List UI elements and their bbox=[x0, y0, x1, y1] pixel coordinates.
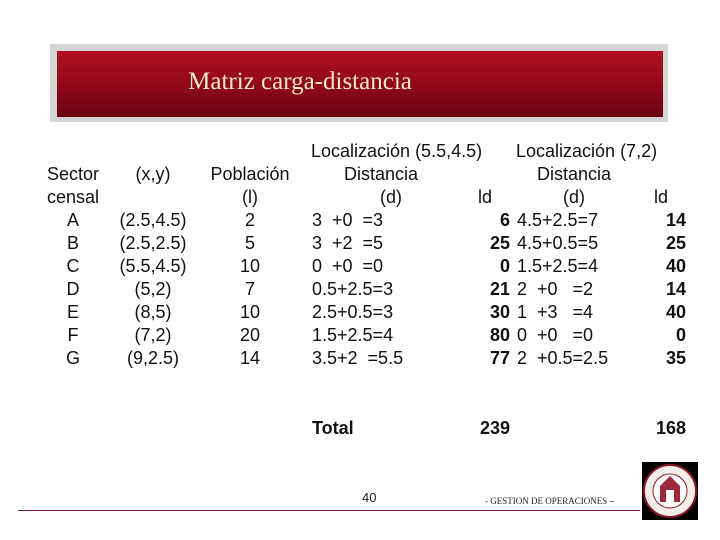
header-loc1: Localización (5.5,4.5) bbox=[311, 141, 483, 161]
cell-ld1: 0 bbox=[499, 256, 510, 276]
cell-distance2: 2 +0 =2 bbox=[517, 279, 594, 299]
cell-ld2: 14 bbox=[665, 279, 686, 299]
header-censal: censal bbox=[46, 187, 100, 207]
cell-xy: (7,2) bbox=[134, 325, 172, 345]
cell-distance2: 4.5+2.5=7 bbox=[517, 210, 599, 230]
cell-ld2: 14 bbox=[665, 210, 686, 230]
page-number: 40 bbox=[362, 490, 377, 505]
cell-poblacion: 10 bbox=[239, 256, 261, 276]
cell-ld2: 40 bbox=[665, 302, 686, 322]
cell-ld1: 30 bbox=[489, 302, 510, 322]
footer-divider bbox=[18, 510, 640, 511]
cell-sector: A bbox=[66, 210, 80, 230]
cell-poblacion: 20 bbox=[239, 325, 261, 345]
cell-distance1: 2.5+0.5=3 bbox=[312, 302, 394, 322]
university-logo bbox=[642, 462, 698, 520]
cell-distance2: 4.5+0.5=5 bbox=[517, 233, 599, 253]
cell-ld1: 77 bbox=[489, 348, 510, 368]
header-ld1: ld bbox=[478, 187, 493, 207]
cell-poblacion: 10 bbox=[239, 302, 261, 322]
header-sector: Sector bbox=[46, 164, 100, 184]
cell-poblacion: 14 bbox=[239, 348, 261, 368]
cell-poblacion: 7 bbox=[244, 279, 256, 299]
cell-sector: E bbox=[66, 302, 80, 322]
cell-distance2: 1.5+2.5=4 bbox=[517, 256, 599, 276]
cell-xy: (5,2) bbox=[134, 279, 172, 299]
cell-poblacion: 5 bbox=[244, 233, 256, 253]
cell-distance2: 2 +0.5=2.5 bbox=[517, 348, 609, 368]
cell-sector: B bbox=[66, 233, 80, 253]
total-label: Total bbox=[312, 418, 354, 438]
cell-ld2: 0 bbox=[675, 325, 686, 345]
header-dist1: Distancia bbox=[343, 164, 419, 184]
cell-xy: (8,5) bbox=[134, 302, 172, 322]
cell-ld1: 80 bbox=[489, 325, 510, 345]
cell-xy: (9,2.5) bbox=[126, 348, 180, 368]
header-ld2: ld bbox=[654, 187, 669, 207]
header-dist2: Distancia bbox=[536, 164, 612, 184]
header-poblacion: Población bbox=[210, 164, 290, 184]
cell-sector: G bbox=[65, 348, 81, 368]
total-ld2: 168 bbox=[655, 418, 686, 438]
header-d2: (d) bbox=[563, 187, 585, 207]
cell-ld2: 40 bbox=[665, 256, 686, 276]
slide-title: Matriz carga-distancia bbox=[188, 68, 412, 95]
header-xy: (x,y) bbox=[135, 164, 171, 184]
cell-ld1: 21 bbox=[489, 279, 510, 299]
header-loc2: Localización (7,2) bbox=[516, 141, 658, 161]
cell-distance1: 0.5+2.5=3 bbox=[312, 279, 394, 299]
cell-distance1: 3 +2 =5 bbox=[312, 233, 384, 253]
total-ld1: 239 bbox=[479, 418, 510, 438]
cell-poblacion: 2 bbox=[244, 210, 256, 230]
cell-ld2: 25 bbox=[665, 233, 686, 253]
cell-sector: D bbox=[66, 279, 80, 299]
cell-sector: C bbox=[66, 256, 80, 276]
cell-distance1: 3 +0 =3 bbox=[312, 210, 384, 230]
cell-distance1: 0 +0 =0 bbox=[312, 256, 384, 276]
cell-sector: F bbox=[67, 325, 79, 345]
cell-xy: (2.5,2.5) bbox=[119, 233, 187, 253]
course-name: - GESTION DE OPERACIONES – bbox=[485, 496, 614, 506]
cell-distance1: 3.5+2 =5.5 bbox=[312, 348, 404, 368]
header-d1: (d) bbox=[380, 187, 402, 207]
cell-xy: (5.5,4.5) bbox=[119, 256, 187, 276]
cell-distance2: 0 +0 =0 bbox=[517, 325, 594, 345]
cell-distance2: 1 +3 =4 bbox=[517, 302, 594, 322]
cell-ld1: 25 bbox=[489, 233, 510, 253]
cell-ld2: 35 bbox=[665, 348, 686, 368]
cell-xy: (2.5,4.5) bbox=[119, 210, 187, 230]
cell-distance1: 1.5+2.5=4 bbox=[312, 325, 394, 345]
cell-ld1: 6 bbox=[499, 210, 510, 230]
header-l: (l) bbox=[242, 187, 258, 207]
